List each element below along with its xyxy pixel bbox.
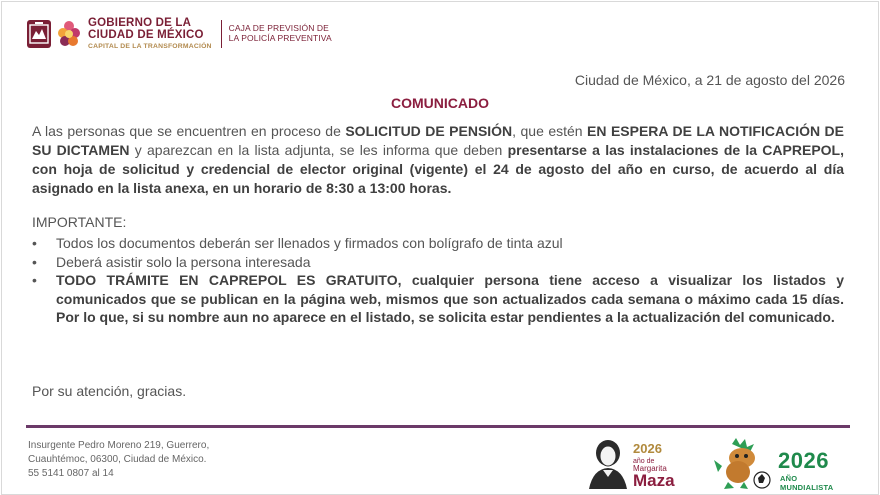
para-bold-1: SOLICITUD DE PENSIÓN bbox=[345, 123, 513, 139]
mascot-icon bbox=[712, 436, 774, 490]
main-paragraph bbox=[32, 122, 844, 198]
bullet-marker: • bbox=[32, 253, 37, 270]
maza-small: año de bbox=[633, 458, 655, 465]
important-label: IMPORTANTE: bbox=[32, 214, 127, 230]
maza-text bbox=[633, 441, 675, 489]
footer-address bbox=[28, 439, 209, 481]
margarita-maza-logo bbox=[585, 437, 677, 489]
address-line2: Cuauhtémoc, 06300, Ciudad de México. bbox=[28, 454, 207, 465]
government-line1: GOBIERNO DE LA bbox=[88, 16, 192, 29]
letterhead bbox=[26, 14, 332, 54]
cdmx-emblem-icon bbox=[26, 19, 52, 49]
closing-line: Por su atención, gracias. bbox=[32, 383, 187, 399]
header-divider bbox=[221, 20, 222, 48]
organization-name bbox=[229, 24, 332, 44]
para-bold-3: presentarse a las instalaciones de la CAPREPOL, con hoja de solicitud y credencial de elector original (vigente) el 24 de agosto del año en curso, de acuerdo al día asignado en la lista anexa, en un horario de 8:30 a 13:00 horas. bbox=[32, 142, 844, 196]
flower-logo-icon bbox=[56, 18, 82, 50]
portrait-icon bbox=[585, 437, 631, 489]
maza-name: Margarita bbox=[633, 464, 667, 473]
para-text-3: y aparezcan en la lista adjunta, se les informa que deben bbox=[129, 142, 508, 158]
address-line3: 55 5141 0807 al 14 bbox=[28, 468, 114, 479]
list-item-text: Todos los documentos deberán ser llenados y firmados con bolígrafo de tinta azul bbox=[56, 235, 563, 251]
world-cup-logo bbox=[712, 436, 852, 490]
government-line2: CIUDAD DE MÉXICO bbox=[88, 29, 204, 42]
world-cup-year: 2026 bbox=[778, 448, 829, 473]
org-line2: LA POLICÍA PREVENTIVA bbox=[228, 33, 332, 43]
org-line1: CAJA DE PREVISIÓN DE bbox=[228, 23, 329, 34]
address-line1: Insurgente Pedro Moreno 219, Guerrero, bbox=[28, 440, 210, 451]
document-title: COMUNICADO bbox=[391, 95, 489, 111]
para-text-2: , que estén bbox=[512, 123, 588, 139]
maza-year: 2026 bbox=[633, 441, 662, 456]
list-item-text: Deberá asistir solo la persona interesada bbox=[56, 253, 311, 270]
government-tagline: CAPITAL DE LA TRANSFORMACIÓN bbox=[88, 42, 212, 50]
bullet-marker: • bbox=[32, 235, 37, 251]
list-item-text: TODO TRÁMITE EN CAPREPOL ES GRATUITO, cualquier persona tiene acceso a visualizar los listados y comunicados que se publican en la página web, mismos que son actualizados cada semana o máximo cada 15 días. Por lo que, si su nombre aun no aparece en el listado, se solicita estar pendientes a la actualización del comunicado. bbox=[56, 272, 844, 325]
bullet-marker: • bbox=[32, 272, 37, 288]
para-text-1: A las personas que se encuentren en proceso de bbox=[32, 123, 346, 139]
maza-surname: Maza bbox=[633, 471, 675, 490]
footer-divider bbox=[26, 425, 850, 428]
list-item bbox=[32, 253, 844, 272]
list-item bbox=[32, 271, 844, 327]
world-cup-label: AÑO MUNDIALISTA bbox=[780, 474, 834, 492]
important-list bbox=[32, 234, 844, 327]
list-item bbox=[32, 234, 844, 253]
government-name bbox=[88, 18, 212, 51]
para-bold-2: EN ESPERA DE LA NOTIFICACIÓN DE SU DICTAMEN bbox=[32, 123, 844, 158]
document-date: Ciudad de México, a 21 de agosto del 2026 bbox=[574, 72, 845, 88]
